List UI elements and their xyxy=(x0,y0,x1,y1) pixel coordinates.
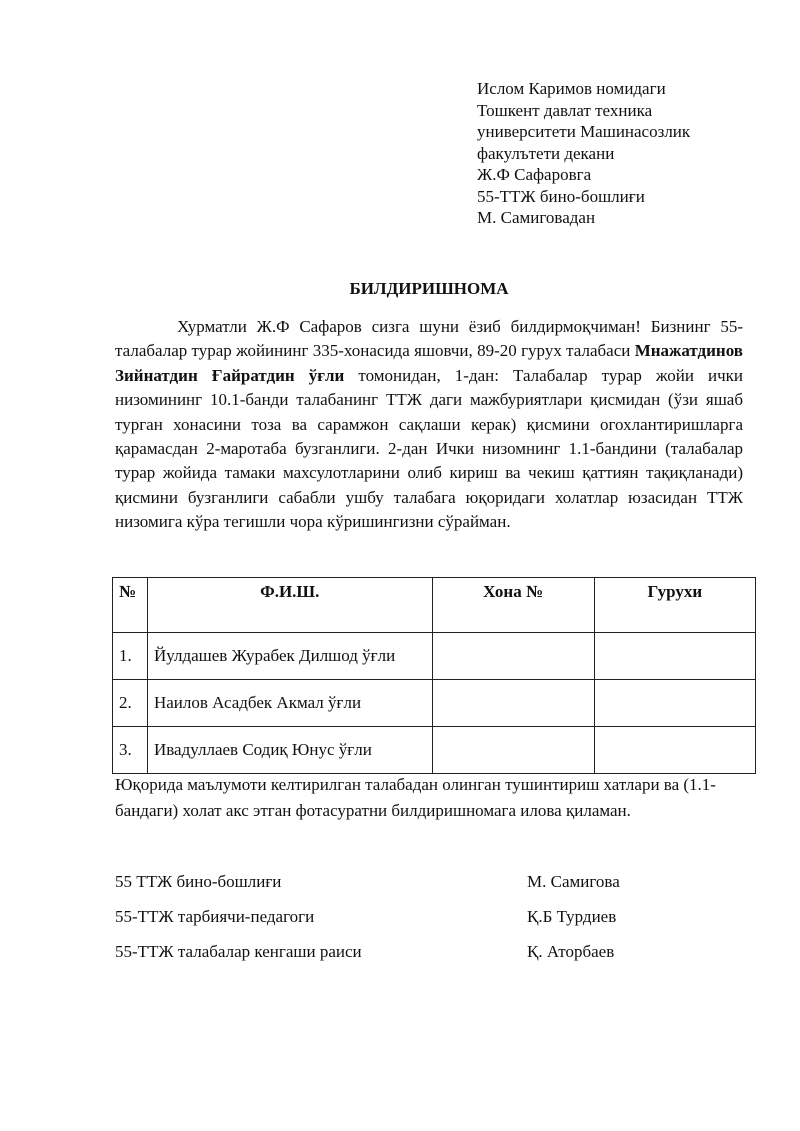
signature-name: Қ.Б Турдиев xyxy=(527,907,617,926)
body-part-1: Хурматли Ж.Ф Сафаров сизга шуни ёзиб билдирмоқчиман! Бизнинг 55-талабалар турар жойининг 335-хонасида яшовчи, 89-20 гурух талабаси xyxy=(115,317,743,361)
addressee-line: Тошкент давлат техника xyxy=(477,100,653,120)
closing-paragraph: Юқорида маълумоти келтирилган талабадан олинган тушинтириш хатлари ва (1.1-бандаги) холат акс этган фотасуратни билдиришномага илова қиламан. xyxy=(115,775,716,820)
row-number: 3. xyxy=(113,727,148,774)
header-fullname: Ф.И.Ш. xyxy=(147,578,432,633)
addressee-line: университети Машинасозлик xyxy=(477,122,691,141)
signature-name: Қ. Аторбаев xyxy=(527,942,615,961)
row-room xyxy=(432,633,594,680)
header-group: Гурухи xyxy=(594,578,755,633)
body-part-2: томонидан, 1-дан: Талабалар турар жойи ички низомининг 10.1-банди талабанинг ТТЖ даги мажбуриятлари қисмидан (ўзи яшаб турган хонасини тоза ва сарамжон сақлаши керак) қисмини огохлантиришларга қарамасдан 2-маротаба бузганлиги. 2-дан Ички низомнинг 1.1-бандини (талабалар турар жойида тамаки махсулотларини олиб кириш ва чекиш қаттиян тақиқланади) қисмини бузганлиги сабабли ушбу талабага юқоридаги холатлар юзасидан ТТЖ низомига кўра тегишли чора кўришингизни сўрайман. xyxy=(115,365,743,532)
signature-row xyxy=(115,942,615,962)
row-fullname: Наилов Асадбек Акмал ўғли xyxy=(147,680,432,727)
addressee-line: М. Самиговадан xyxy=(477,208,596,227)
row-group xyxy=(594,633,755,680)
table-header-row xyxy=(113,578,756,633)
addressee-block xyxy=(477,78,690,229)
row-number: 2. xyxy=(113,680,148,727)
row-group xyxy=(594,727,755,774)
row-number: 1. xyxy=(113,633,148,680)
addressee-line: 55-ТТЖ бино-бошлиғи xyxy=(477,186,645,206)
addressee-line: факулътети декани xyxy=(477,143,615,163)
addressee-line: Ислом Каримов номидаги xyxy=(477,79,666,98)
addressee-line: Ж.Ф Сафаровга xyxy=(477,165,592,184)
signature-role: 55-ТТЖ тарбиячи-педагоги xyxy=(115,907,315,926)
signature-role: 55 ТТЖ бино-бошлиғи xyxy=(115,872,282,891)
row-fullname: Ивадуллаев Содиқ Юнус ўғли xyxy=(147,727,432,774)
row-fullname: Йулдашев Журабек Дилшод ўғли xyxy=(147,633,432,680)
row-group xyxy=(594,680,755,727)
students-table xyxy=(112,577,756,774)
signature-name: М. Самигова xyxy=(527,872,620,891)
signature-row xyxy=(115,907,617,927)
row-room xyxy=(432,727,594,774)
document-title: БИЛДИРИШНОМА xyxy=(349,279,509,298)
body-paragraph xyxy=(115,315,743,535)
header-room: Хона № xyxy=(432,578,594,633)
signature-row xyxy=(115,872,620,892)
row-room xyxy=(432,680,594,727)
table-row xyxy=(113,680,756,727)
student-name-bold: Мнажатдинов Зийнатдин Ғайратдин ўғли xyxy=(115,341,743,385)
header-number: № xyxy=(113,578,148,633)
signature-role: 55-ТТЖ талабалар кенгаши раиси xyxy=(115,942,362,961)
table-row xyxy=(113,727,756,774)
table-row xyxy=(113,633,756,680)
